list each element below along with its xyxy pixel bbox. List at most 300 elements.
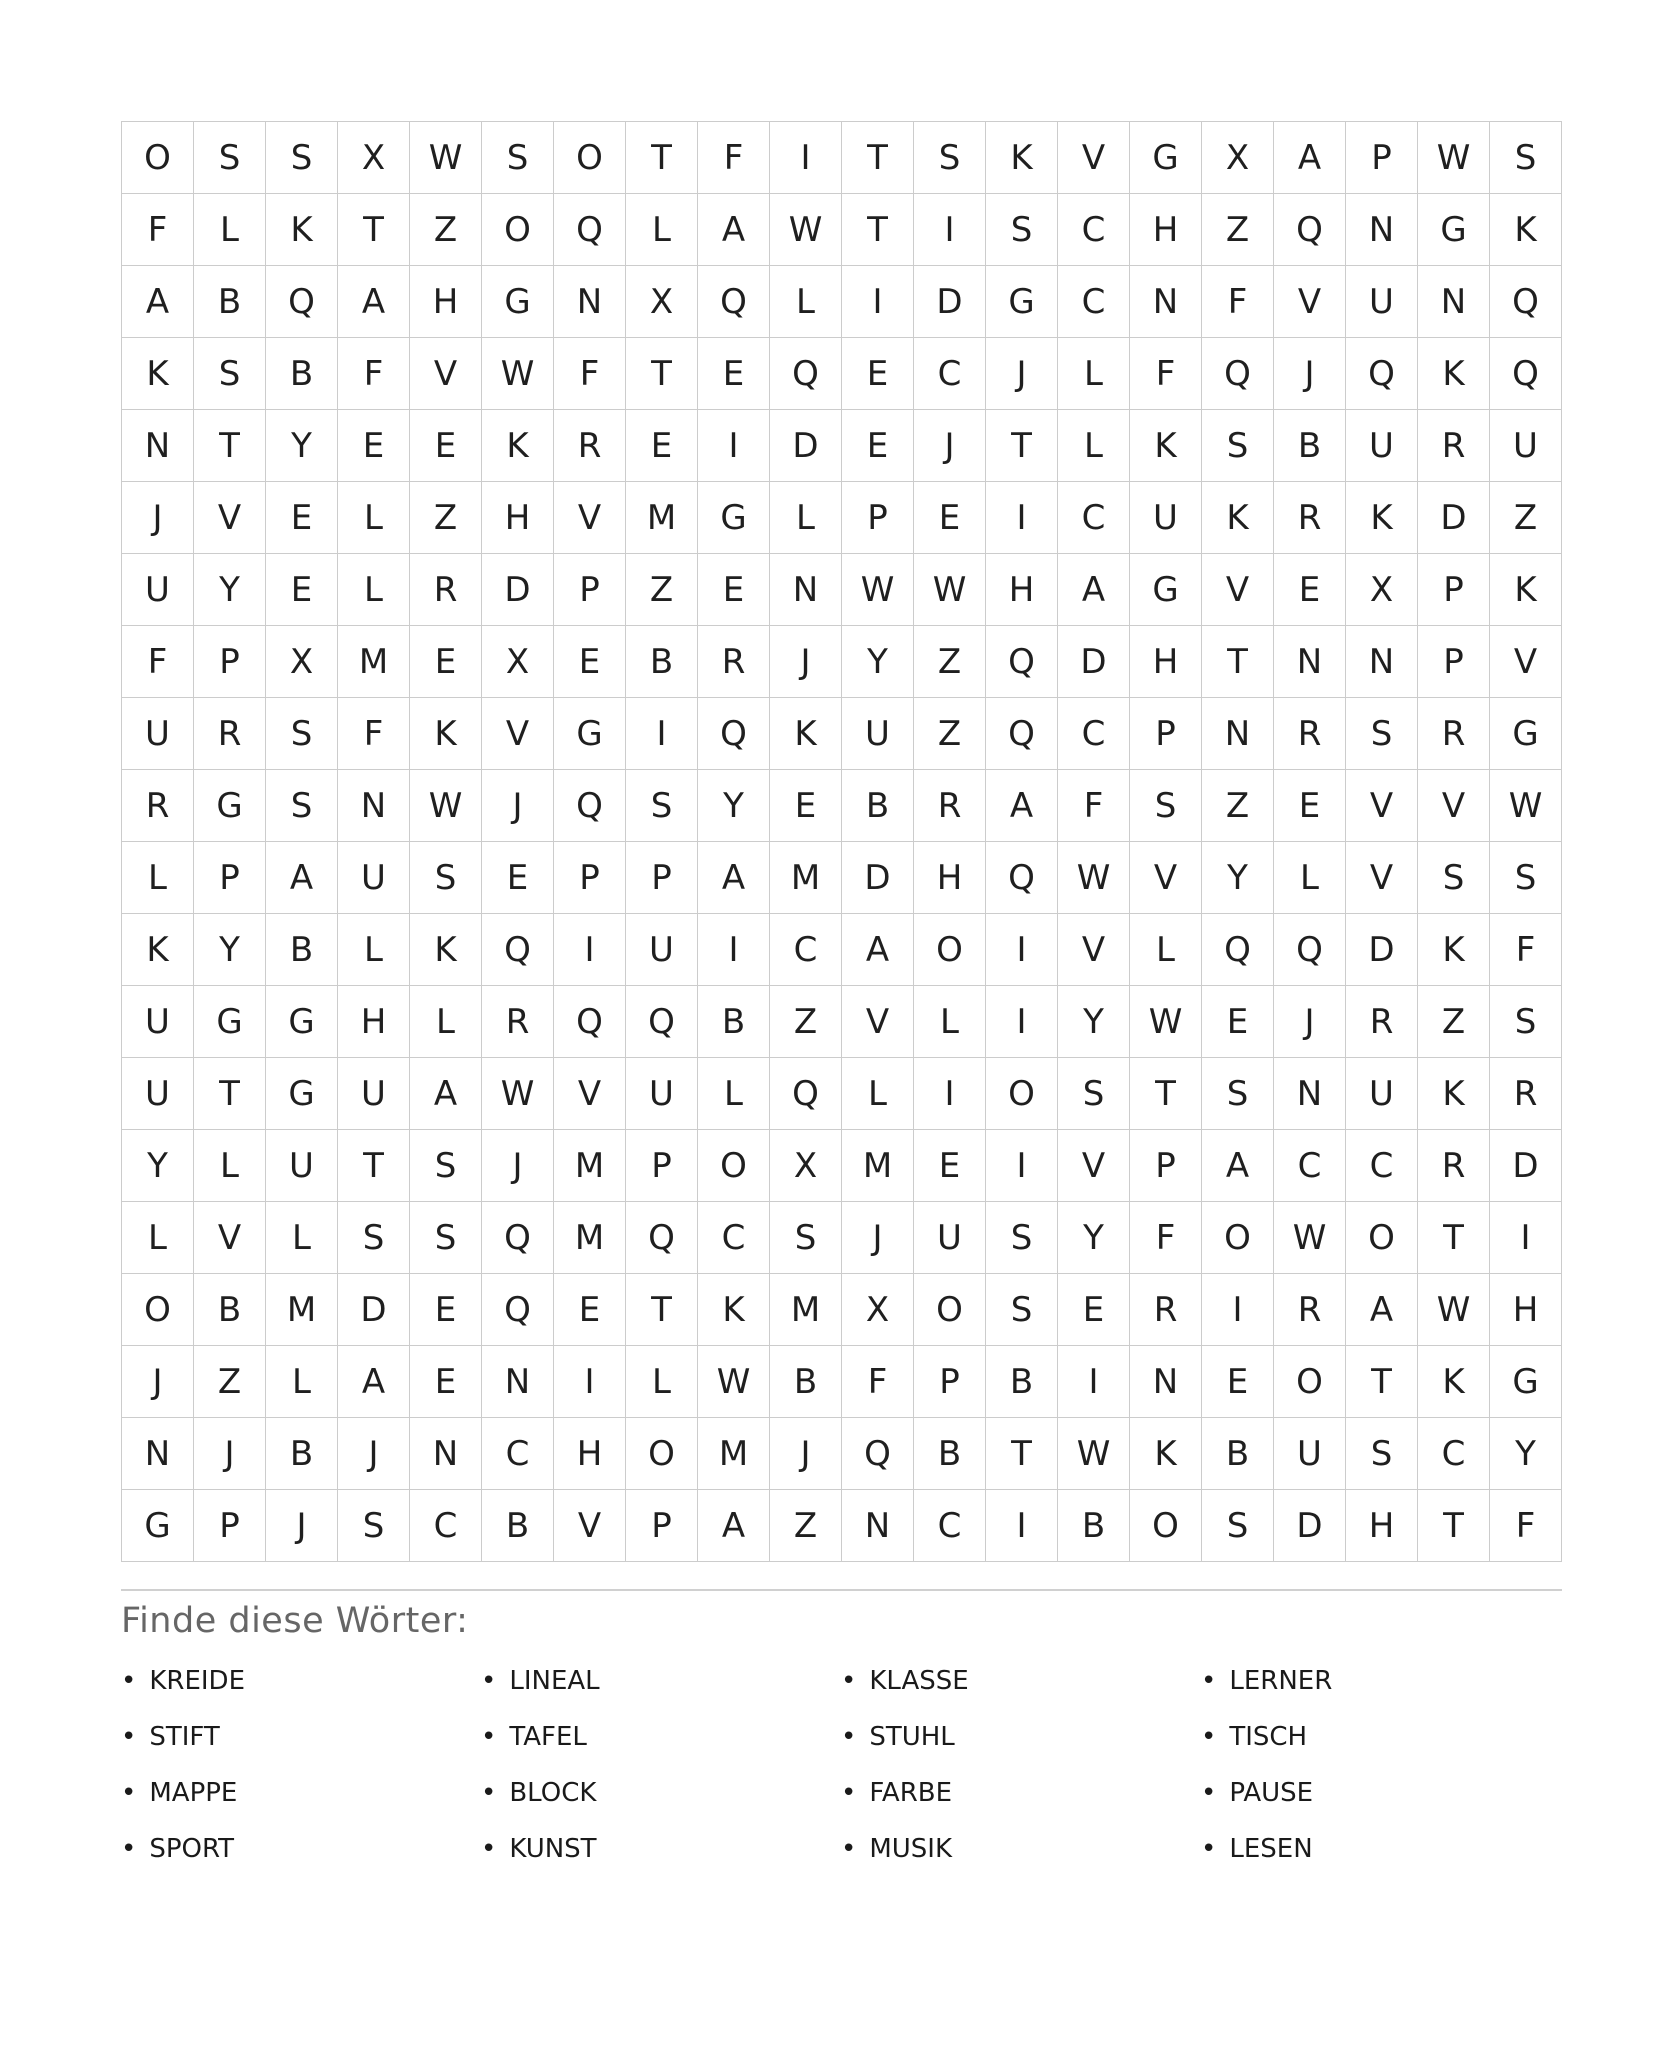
grid-cell: U (1346, 266, 1418, 338)
grid-cell: B (266, 914, 338, 986)
grid-cell: M (698, 1418, 770, 1490)
grid-cell: B (1274, 410, 1346, 482)
word-label: MUSIK (869, 1834, 953, 1864)
grid-cell: C (1274, 1130, 1346, 1202)
grid-cell: J (1274, 338, 1346, 410)
grid-cell: I (1490, 1202, 1562, 1274)
grid-cell: H (1346, 1490, 1418, 1562)
grid-cell: M (626, 482, 698, 554)
grid-cell: Q (1490, 266, 1562, 338)
word-label: PAUSE (1229, 1778, 1314, 1808)
bullet-icon: • (1201, 1778, 1217, 1808)
grid-cell: U (842, 698, 914, 770)
grid-cell: S (1130, 770, 1202, 842)
grid-cell: X (1346, 554, 1418, 626)
grid-cell: D (770, 410, 842, 482)
grid-cell: E (770, 770, 842, 842)
grid-cell: A (1274, 122, 1346, 194)
grid-cell: P (1130, 1130, 1202, 1202)
grid-cell: R (1130, 1274, 1202, 1346)
grid-cell: B (194, 1274, 266, 1346)
grid-cell: V (554, 1490, 626, 1562)
grid-cell: R (1274, 1274, 1346, 1346)
grid-cell: H (482, 482, 554, 554)
grid-cell: K (122, 338, 194, 410)
grid-cell: V (194, 1202, 266, 1274)
grid-cell: C (1058, 194, 1130, 266)
grid-cell: A (842, 914, 914, 986)
bullet-icon: • (121, 1722, 137, 1752)
grid-cell: F (842, 1346, 914, 1418)
grid-cell: Z (1490, 482, 1562, 554)
grid-cell: Y (1058, 1202, 1130, 1274)
grid-cell: I (626, 698, 698, 770)
grid-cell: Z (626, 554, 698, 626)
word-list-column (121, 1653, 245, 1877)
grid-cell: E (1058, 1274, 1130, 1346)
grid-cell: N (482, 1346, 554, 1418)
grid-cell: Q (770, 1058, 842, 1130)
grid-cell: N (410, 1418, 482, 1490)
grid-cell: A (986, 770, 1058, 842)
grid-cell: I (698, 914, 770, 986)
grid-cell: R (482, 986, 554, 1058)
grid-cell: E (1274, 770, 1346, 842)
grid-cell: H (914, 842, 986, 914)
word-item (1201, 1653, 1332, 1709)
grid-cell: J (338, 1418, 410, 1490)
word-item (481, 1765, 600, 1821)
grid-cell: R (122, 770, 194, 842)
grid-cell: K (1490, 554, 1562, 626)
grid-cell: A (698, 194, 770, 266)
grid-cell: W (1418, 122, 1490, 194)
grid-cell: G (1130, 122, 1202, 194)
grid-cell: Q (770, 338, 842, 410)
grid-cell: K (410, 698, 482, 770)
grid-cell: Z (770, 1490, 842, 1562)
grid-cell: H (1130, 626, 1202, 698)
grid-cell: J (482, 1130, 554, 1202)
bullet-icon: • (481, 1778, 497, 1808)
word-item (121, 1709, 245, 1765)
grid-cell: L (626, 1346, 698, 1418)
grid-cell: S (338, 1490, 410, 1562)
grid-cell: S (338, 1202, 410, 1274)
grid-cell: Y (194, 914, 266, 986)
grid-cell: V (1058, 122, 1130, 194)
grid-cell: T (338, 1130, 410, 1202)
grid-cell: S (194, 338, 266, 410)
grid-cell: A (338, 1346, 410, 1418)
grid-cell: Q (1202, 914, 1274, 986)
grid-cell: U (122, 554, 194, 626)
grid-cell: S (986, 1202, 1058, 1274)
grid-cell: U (1346, 1058, 1418, 1130)
grid-cell: L (1130, 914, 1202, 986)
word-label: LESEN (1229, 1834, 1313, 1864)
grid-cell: W (842, 554, 914, 626)
grid-cell: N (1274, 626, 1346, 698)
grid-cell: F (338, 338, 410, 410)
grid-cell: O (122, 1274, 194, 1346)
grid-cell: L (338, 914, 410, 986)
grid-cell: E (410, 1346, 482, 1418)
grid-cell: K (1490, 194, 1562, 266)
grid-cell: A (410, 1058, 482, 1130)
grid-cell: H (410, 266, 482, 338)
grid-cell: P (194, 842, 266, 914)
grid-cell: D (338, 1274, 410, 1346)
grid-cell: O (914, 1274, 986, 1346)
word-label: STIFT (149, 1722, 220, 1752)
grid-cell: Q (482, 914, 554, 986)
grid-cell: K (1418, 914, 1490, 986)
grid-cell: O (554, 122, 626, 194)
grid-cell: L (1058, 410, 1130, 482)
grid-cell: R (1490, 1058, 1562, 1130)
grid-cell: K (482, 410, 554, 482)
grid-cell: L (338, 554, 410, 626)
grid-cell: L (410, 986, 482, 1058)
word-label: TAFEL (509, 1722, 587, 1752)
grid-cell: S (626, 770, 698, 842)
grid-cell: K (122, 914, 194, 986)
word-label: MAPPE (149, 1778, 238, 1808)
bullet-icon: • (481, 1834, 497, 1864)
grid-cell: L (770, 266, 842, 338)
grid-cell: P (554, 554, 626, 626)
grid-cell: F (1130, 338, 1202, 410)
grid-cell: A (698, 842, 770, 914)
grid-cell: S (1346, 698, 1418, 770)
grid-cell: J (266, 1490, 338, 1562)
grid-cell: R (1346, 986, 1418, 1058)
grid-cell: Z (194, 1346, 266, 1418)
grid-cell: I (1058, 1346, 1130, 1418)
grid-cell: C (914, 1490, 986, 1562)
grid-cell: I (986, 1490, 1058, 1562)
grid-cell: A (1058, 554, 1130, 626)
grid-cell: J (122, 1346, 194, 1418)
grid-cell: O (1346, 1202, 1418, 1274)
grid-cell: L (338, 482, 410, 554)
grid-cell: B (1058, 1490, 1130, 1562)
grid-cell: Z (1202, 770, 1274, 842)
grid-cell: X (770, 1130, 842, 1202)
grid-cell: U (1346, 410, 1418, 482)
grid-cell: Y (1490, 1418, 1562, 1490)
grid-cell: F (1130, 1202, 1202, 1274)
grid-cell: T (1202, 626, 1274, 698)
bullet-icon: • (481, 1722, 497, 1752)
grid-cell: G (1130, 554, 1202, 626)
grid-cell: E (482, 842, 554, 914)
grid-cell: E (842, 410, 914, 482)
grid-cell: C (482, 1418, 554, 1490)
grid-cell: O (626, 1418, 698, 1490)
grid-cell: D (1058, 626, 1130, 698)
grid-cell: W (770, 194, 842, 266)
grid-cell: X (1202, 122, 1274, 194)
grid-cell: V (1490, 626, 1562, 698)
grid-cell: W (482, 338, 554, 410)
grid-cell: Q (842, 1418, 914, 1490)
grid-cell: P (554, 842, 626, 914)
grid-cell: L (1058, 338, 1130, 410)
grid-cell: L (122, 842, 194, 914)
grid-cell: A (266, 842, 338, 914)
grid-cell: T (626, 122, 698, 194)
word-item (841, 1765, 969, 1821)
bullet-icon: • (121, 1778, 137, 1808)
grid-cell: E (626, 410, 698, 482)
grid-cell: O (1274, 1346, 1346, 1418)
grid-cell: L (266, 1202, 338, 1274)
bullet-icon: • (841, 1834, 857, 1864)
grid-cell: U (338, 842, 410, 914)
word-label: BLOCK (509, 1778, 597, 1808)
grid-cell: Q (554, 194, 626, 266)
grid-cell: T (1418, 1490, 1490, 1562)
grid-cell: B (842, 770, 914, 842)
grid-cell: K (1418, 1058, 1490, 1130)
grid-cell: Y (1058, 986, 1130, 1058)
grid-cell: U (626, 1058, 698, 1130)
grid-cell: E (338, 410, 410, 482)
grid-cell: E (698, 338, 770, 410)
grid-cell: P (194, 626, 266, 698)
grid-cell: U (338, 1058, 410, 1130)
grid-cell: C (410, 1490, 482, 1562)
grid-cell: G (698, 482, 770, 554)
grid-cell: C (1058, 482, 1130, 554)
grid-cell: S (986, 1274, 1058, 1346)
word-item (121, 1653, 245, 1709)
grid-cell: O (482, 194, 554, 266)
word-label: SPORT (149, 1834, 235, 1864)
grid-cell: R (194, 698, 266, 770)
grid-cell: W (1130, 986, 1202, 1058)
grid-cell: Z (410, 482, 482, 554)
grid-cell: M (842, 1130, 914, 1202)
grid-cell: P (1346, 122, 1418, 194)
grid-cell: H (1130, 194, 1202, 266)
grid-cell: M (338, 626, 410, 698)
grid-cell: J (770, 626, 842, 698)
grid-cell: E (410, 626, 482, 698)
grid-cell: Q (482, 1274, 554, 1346)
grid-cell: Q (266, 266, 338, 338)
grid-cell: S (410, 1202, 482, 1274)
word-label: KREIDE (149, 1666, 246, 1696)
grid-cell: S (1202, 410, 1274, 482)
grid-cell: U (914, 1202, 986, 1274)
word-list-column (841, 1653, 969, 1877)
grid-cell: J (986, 338, 1058, 410)
grid-cell: V (1346, 770, 1418, 842)
grid-cell: F (698, 122, 770, 194)
grid-cell: Q (554, 986, 626, 1058)
grid-cell: Y (194, 554, 266, 626)
grid-cell: A (698, 1490, 770, 1562)
grid-cell: T (1130, 1058, 1202, 1130)
grid-cell: T (626, 1274, 698, 1346)
grid-cell: S (410, 1130, 482, 1202)
grid-cell: T (986, 410, 1058, 482)
grid-cell: S (1202, 1490, 1274, 1562)
grid-cell: K (1202, 482, 1274, 554)
grid-cell: X (482, 626, 554, 698)
grid-cell: F (122, 194, 194, 266)
grid-cell: M (554, 1202, 626, 1274)
grid-cell: E (554, 626, 626, 698)
grid-cell: V (1418, 770, 1490, 842)
grid-cell: K (410, 914, 482, 986)
grid-cell: N (122, 410, 194, 482)
grid-cell: L (842, 1058, 914, 1130)
grid-cell: S (410, 842, 482, 914)
grid-cell: K (698, 1274, 770, 1346)
grid-cell: I (986, 914, 1058, 986)
grid-cell: O (698, 1130, 770, 1202)
grid-cell: E (266, 554, 338, 626)
grid-cell: L (122, 1202, 194, 1274)
grid-cell: K (266, 194, 338, 266)
grid-cell: S (266, 122, 338, 194)
grid-cell: B (626, 626, 698, 698)
grid-cell: Y (266, 410, 338, 482)
grid-cell: N (1346, 626, 1418, 698)
grid-cell: V (554, 482, 626, 554)
grid-cell: R (914, 770, 986, 842)
grid-cell: D (1418, 482, 1490, 554)
word-list-column (1201, 1653, 1332, 1877)
grid-cell: S (194, 122, 266, 194)
grid-cell: S (266, 698, 338, 770)
grid-cell: C (1058, 266, 1130, 338)
grid-cell: P (1418, 554, 1490, 626)
grid-cell: L (1274, 842, 1346, 914)
grid-cell: S (770, 1202, 842, 1274)
grid-cell: S (266, 770, 338, 842)
grid-cell: K (986, 122, 1058, 194)
grid-cell: I (842, 266, 914, 338)
grid-cell: E (410, 410, 482, 482)
grid-cell: R (698, 626, 770, 698)
grid-cell: W (482, 1058, 554, 1130)
grid-cell: W (1418, 1274, 1490, 1346)
grid-cell: P (626, 1130, 698, 1202)
grid-cell: G (482, 266, 554, 338)
grid-cell: C (698, 1202, 770, 1274)
grid-cell: K (1346, 482, 1418, 554)
grid-cell: G (986, 266, 1058, 338)
grid-cell: N (1130, 266, 1202, 338)
grid-cell: X (266, 626, 338, 698)
grid-cell: L (266, 1346, 338, 1418)
grid-cell: Z (1202, 194, 1274, 266)
grid-cell: R (1418, 1130, 1490, 1202)
grid-cell: J (842, 1202, 914, 1274)
grid-cell: P (194, 1490, 266, 1562)
grid-cell: V (194, 482, 266, 554)
word-item (481, 1709, 600, 1765)
grid-cell: H (986, 554, 1058, 626)
grid-cell: T (338, 194, 410, 266)
grid-cell: U (1130, 482, 1202, 554)
grid-cell: L (194, 194, 266, 266)
grid-cell: L (914, 986, 986, 1058)
grid-cell: T (842, 194, 914, 266)
grid-cell: W (1058, 1418, 1130, 1490)
grid-cell: O (1202, 1202, 1274, 1274)
grid-cell: P (1418, 626, 1490, 698)
word-search-grid (121, 121, 1562, 1562)
grid-cell: W (1274, 1202, 1346, 1274)
bullet-icon: • (1201, 1666, 1217, 1696)
grid-cell: R (554, 410, 626, 482)
bullet-icon: • (481, 1666, 497, 1696)
grid-cell: F (1058, 770, 1130, 842)
grid-cell: A (122, 266, 194, 338)
grid-cell: K (1130, 410, 1202, 482)
grid-cell: I (914, 1058, 986, 1130)
grid-cell: O (986, 1058, 1058, 1130)
grid-cell: L (626, 194, 698, 266)
grid-cell: G (194, 986, 266, 1058)
word-item (481, 1821, 600, 1877)
word-list-heading: Finde diese Wörter: (121, 1601, 469, 1641)
word-label: LINEAL (509, 1666, 600, 1696)
grid-cell: O (914, 914, 986, 986)
grid-cell: V (842, 986, 914, 1058)
grid-cell: Y (1202, 842, 1274, 914)
grid-cell: E (410, 1274, 482, 1346)
grid-cell: A (1202, 1130, 1274, 1202)
grid-cell: V (410, 338, 482, 410)
word-label: KLASSE (869, 1666, 969, 1696)
grid-cell: E (266, 482, 338, 554)
grid-cell: J (770, 1418, 842, 1490)
divider-rule (121, 1589, 1562, 1591)
grid-cell: I (554, 914, 626, 986)
grid-cell: X (626, 266, 698, 338)
grid-cell: K (770, 698, 842, 770)
bullet-icon: • (1201, 1834, 1217, 1864)
grid-cell: I (986, 1130, 1058, 1202)
grid-cell: A (338, 266, 410, 338)
word-item (841, 1653, 969, 1709)
grid-cell: Q (482, 1202, 554, 1274)
grid-cell: W (410, 770, 482, 842)
grid-cell: E (914, 1130, 986, 1202)
grid-cell: P (1130, 698, 1202, 770)
grid-cell: B (914, 1418, 986, 1490)
grid-cell: G (1418, 194, 1490, 266)
grid-cell: W (914, 554, 986, 626)
grid-cell: G (1490, 698, 1562, 770)
grid-cell: W (410, 122, 482, 194)
bullet-icon: • (1201, 1722, 1217, 1752)
grid-cell: Q (626, 1202, 698, 1274)
grid-cell: X (842, 1274, 914, 1346)
grid-cell: S (1202, 1058, 1274, 1130)
grid-cell: K (1418, 1346, 1490, 1418)
grid-cell: C (1418, 1418, 1490, 1490)
grid-cell: Q (1274, 194, 1346, 266)
grid-cell: Q (698, 698, 770, 770)
